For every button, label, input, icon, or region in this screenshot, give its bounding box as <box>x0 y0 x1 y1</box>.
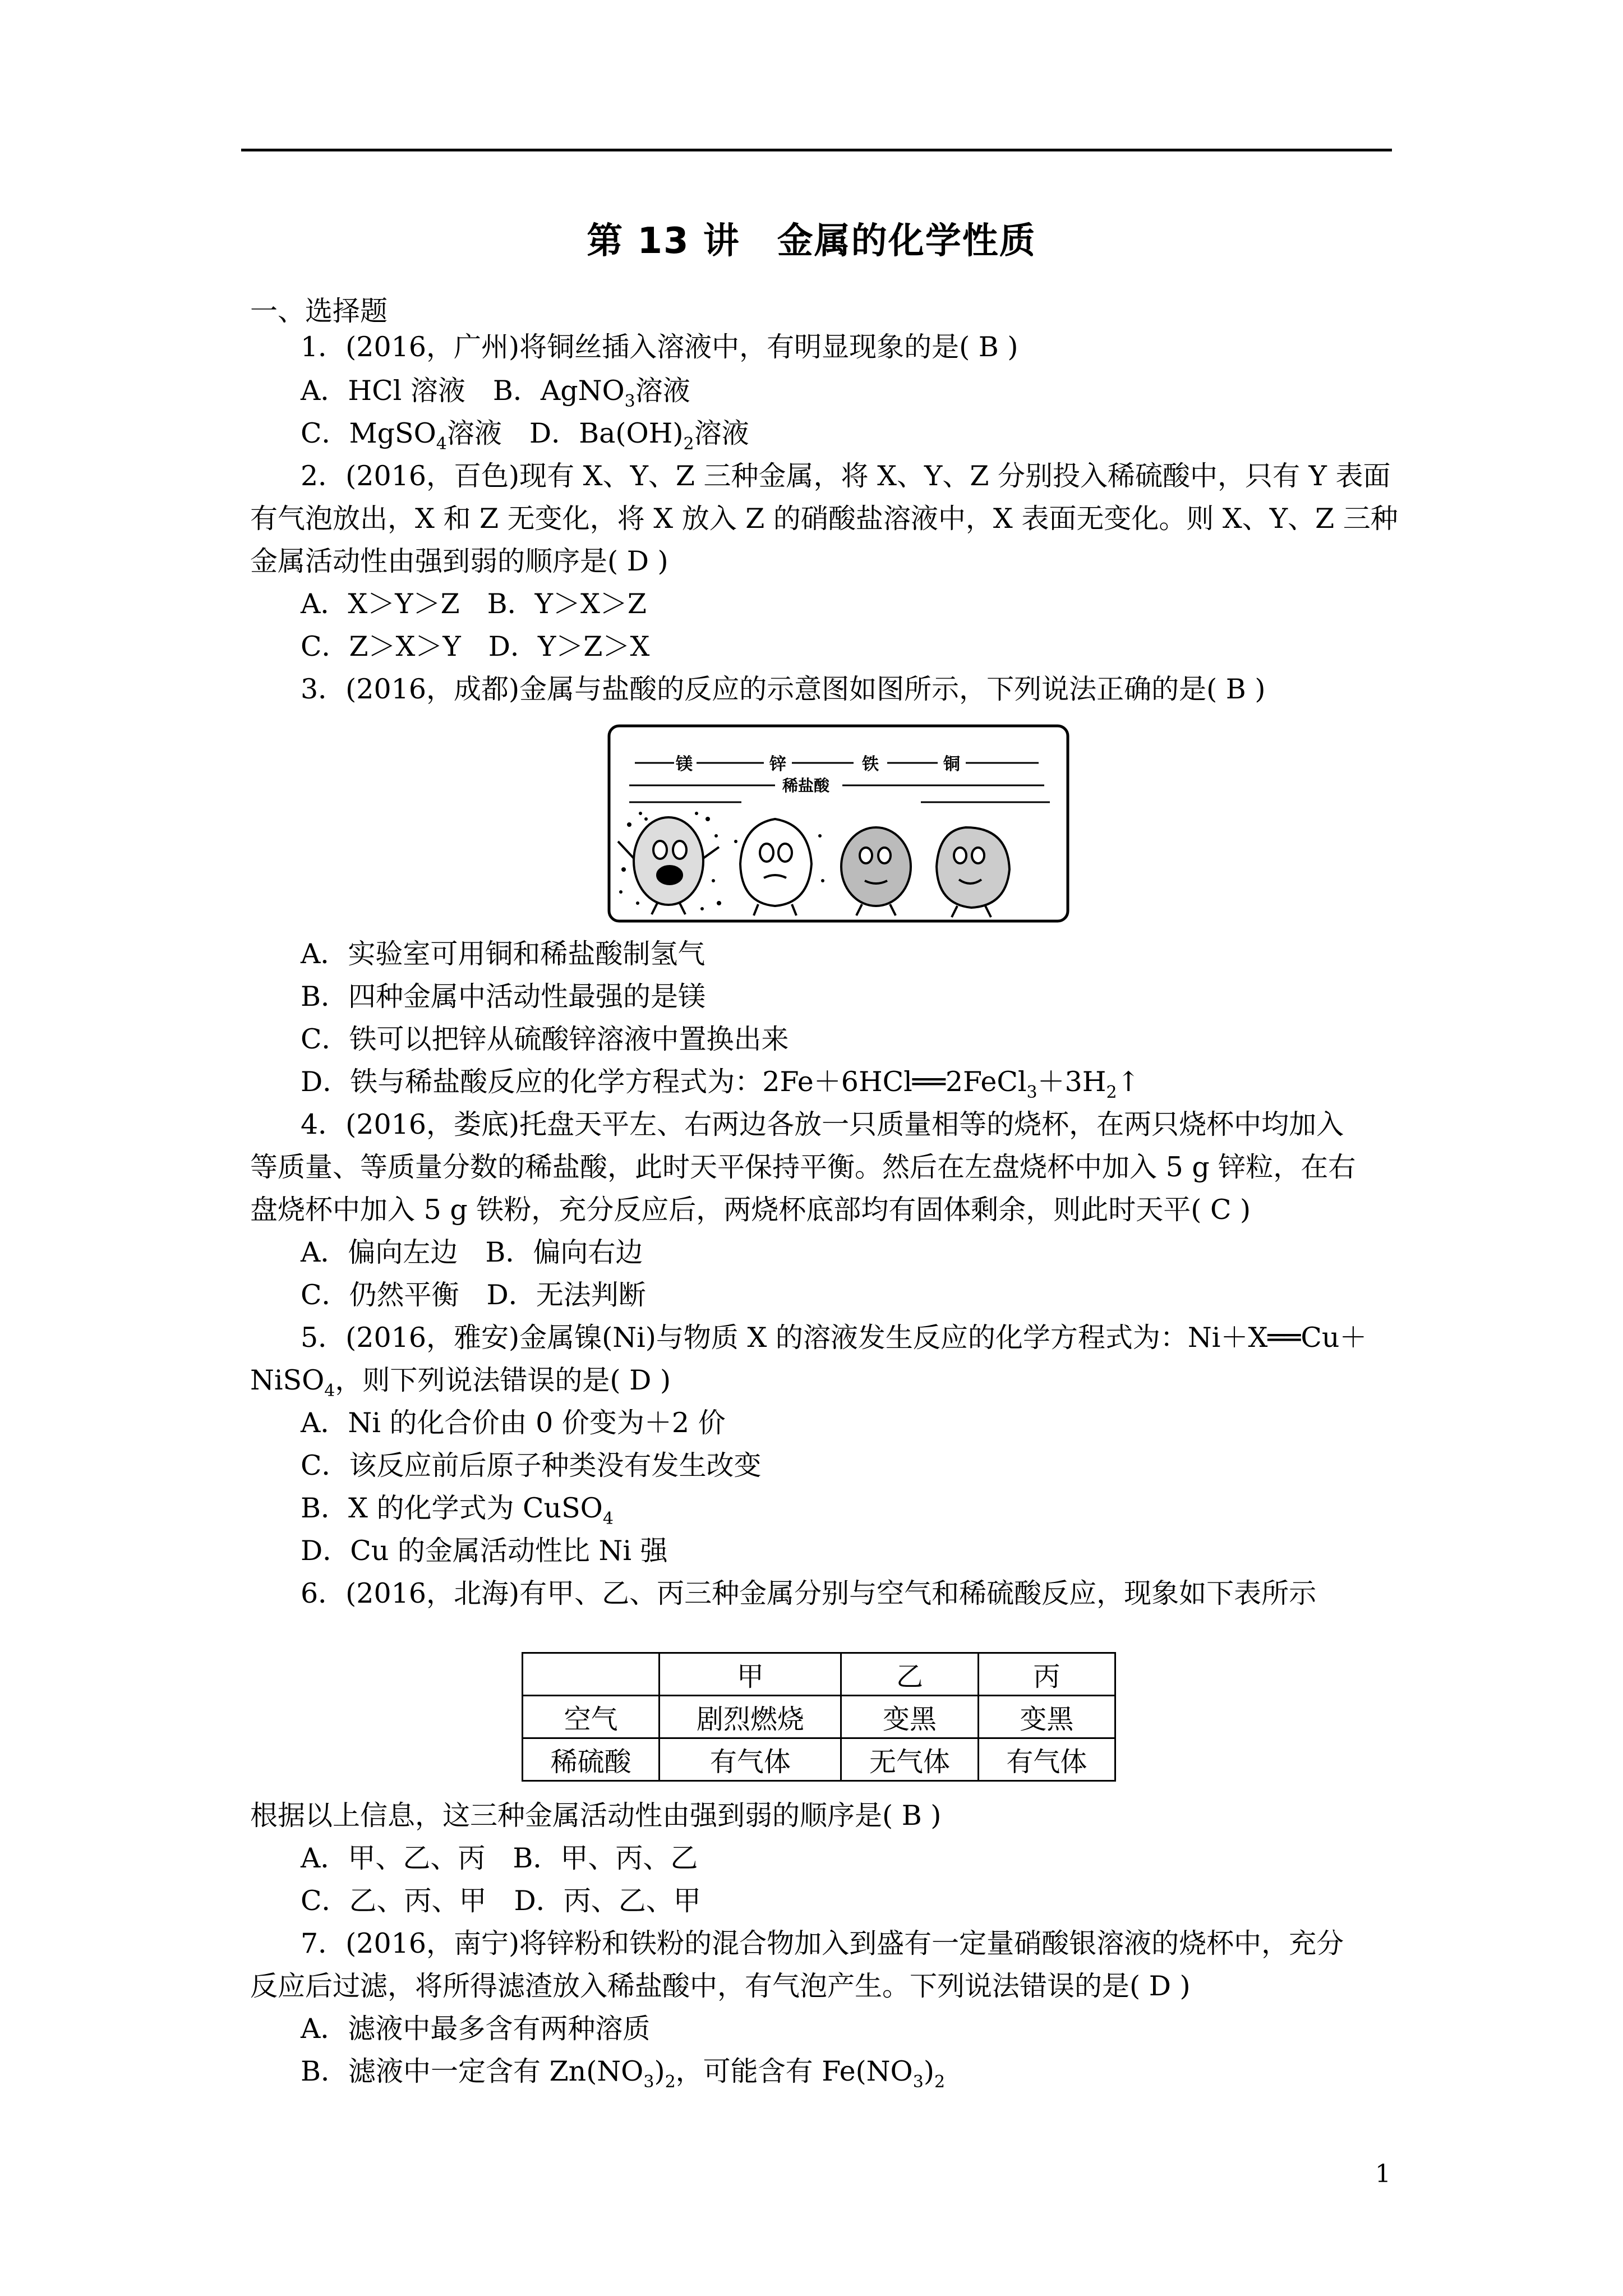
q1-stem: 1．(2016，广州)将铜丝插入溶液中，有明显现象的是( B ) <box>301 331 1018 363</box>
q3-stem: 3．(2016，成都)金属与盐酸的反应的示意图如图所示，下列说法正确的是( B ) <box>301 673 1266 705</box>
q6-after-text: 根据以上信息，这三种金属活动性由强到弱的顺序是( B ) <box>250 1800 942 1832</box>
q7-option-b: B．滤液中一定含有 $Zn(NO_3)_2$，可能含有 $Fe(NO_3)_2$ <box>301 2055 946 2092</box>
page-number: 1 <box>1375 2160 1391 2188</box>
q2-line-1: 2．(2016，百色)现有 X、Y、Z 三种金属，将 X、Y、Z 分别投入稀硫酸中，只有 Y 表面 <box>301 460 1391 492</box>
q5-line-2: NiSO$_4$，则下列说法错误的是( D ) <box>250 1364 671 1401</box>
q5-option-b: B．X 的化学式为 CuSO$_4$ <box>301 1492 614 1529</box>
q1-option-c: C．MgSO <box>301 417 436 449</box>
table-cell: 丙 <box>978 1653 1115 1696</box>
fig-label-fe: 铁 <box>862 754 879 774</box>
q2-line-2: 有气泡放出，X 和 Z 无变化，将 X 放入 Z 的硝酸盐溶液中，X 表面无变化。则 X、Y、Z 三种 <box>250 503 1398 535</box>
table-cell: 乙 <box>841 1653 978 1696</box>
q6-options-cd: C．乙、丙、甲 D．丙、乙、甲 <box>301 1885 701 1917</box>
q5-option-d: D．Cu 的金属活动性比 Ni 强 <box>301 1535 668 1567</box>
table-cell: 甲 <box>660 1653 841 1696</box>
table-cell: 空气 <box>523 1696 660 1738</box>
table-cell: 剧烈燃烧 <box>660 1696 841 1738</box>
metal-acid-figure <box>607 724 1070 923</box>
q6-table <box>522 1652 1116 1782</box>
table-cell: 有气体 <box>978 1738 1115 1781</box>
page-title: 第 13 讲 金属的化学性质 <box>587 220 1036 262</box>
table-cell: 有气体 <box>660 1738 841 1781</box>
q5-option-c: C．该反应前后原子种类没有发生改变 <box>301 1450 762 1481</box>
q1-options-ab: A．HCl 溶液 B．AgNO$_3$溶液 <box>301 375 690 411</box>
table-header-row <box>523 1653 1115 1696</box>
q6-options-ab: A．甲、乙、丙 B．甲、丙、乙 <box>301 1842 698 1874</box>
q7-line-2: 反应后过滤，将所得滤渣放入稀盐酸中，有气泡产生。下列说法错误的是( D ) <box>250 1970 1191 2002</box>
q1-options-cd: C．MgSO$_4$溶液 D．$Ba(OH)_2$溶液 <box>301 417 749 454</box>
fig-label-mg: 镁 <box>676 754 693 774</box>
table-cell: 无气体 <box>841 1738 978 1781</box>
q3-option-d: D．铁与稀盐酸反应的化学方程式为：$2Fe+6HCl══2FeCl_3+3H_2↑$ <box>301 1066 1140 1102</box>
section-heading: 一、选择题 <box>250 295 388 327</box>
q4-options-cd: C．仍然平衡 D．无法判断 <box>301 1279 646 1311</box>
q2-options-cd: C．Z＞X＞Y D．Y＞Z＞X <box>301 631 650 662</box>
table-row <box>523 1696 1115 1738</box>
q7-option-a: A．滤液中最多含有两种溶质 <box>301 2013 651 2045</box>
q3-option-b: B．四种金属中活动性最强的是镁 <box>301 981 706 1013</box>
q1-option-a: A．HCl 溶液 B．AgNO <box>301 375 625 407</box>
table-cell: 变黑 <box>841 1696 978 1738</box>
fig-label-zn: 锌 <box>769 754 786 774</box>
q3-option-c: C．铁可以把锌从硫酸锌溶液中置换出来 <box>301 1023 789 1055</box>
q3-option-a: A．实验室可用铜和稀盐酸制氢气 <box>301 938 706 970</box>
table-row <box>523 1738 1115 1781</box>
q7-line-1: 7．(2016，南宁)将锌粉和铁粉的混合物加入到盛有一定量硝酸银溶液的烧杯中，充分 <box>301 1927 1344 1959</box>
header-rule <box>241 149 1392 151</box>
q4-line-3: 盘烧杯中加入 5 g 铁粉，充分反应后，两烧杯底部均有固体剩余，则此时天平( C ) <box>250 1194 1251 1226</box>
q6-stem: 6．(2016，北海)有甲、乙、丙三种金属分别与空气和稀硫酸反应，现象如下表所示 <box>301 1577 1317 1609</box>
q4-line-2: 等质量、等质量分数的稀盐酸，此时天平保持平衡。然后在左盘烧杯中加入 5 g 锌粒，在右 <box>250 1151 1356 1183</box>
q5-line-1: 5．(2016，雅安)金属镍(Ni)与物质 X 的溶液发生反应的化学方程式为：Ni＋X══Cu＋ <box>301 1322 1367 1354</box>
q5-option-a: A．Ni 的化合价由 0 价变为＋2 价 <box>301 1407 726 1439</box>
table-cell: 变黑 <box>978 1696 1115 1738</box>
q2-options-ab: A．X＞Y＞Z B．Y＞X＞Z <box>301 588 647 620</box>
q4-options-ab: A．偏向左边 B．偏向右边 <box>301 1236 643 1268</box>
table-cell <box>523 1653 660 1696</box>
q4-line-1: 4．(2016，娄底)托盘天平左、右两边各放一只质量相等的烧杯，在两只烧杯中均加入 <box>301 1108 1344 1140</box>
table-cell: 稀硫酸 <box>523 1738 660 1781</box>
fig-label-acid: 稀盐酸 <box>782 776 830 795</box>
fig-label-cu: 铜 <box>943 754 960 774</box>
q2-line-3: 金属活动性由强到弱的顺序是( D ) <box>250 545 668 577</box>
